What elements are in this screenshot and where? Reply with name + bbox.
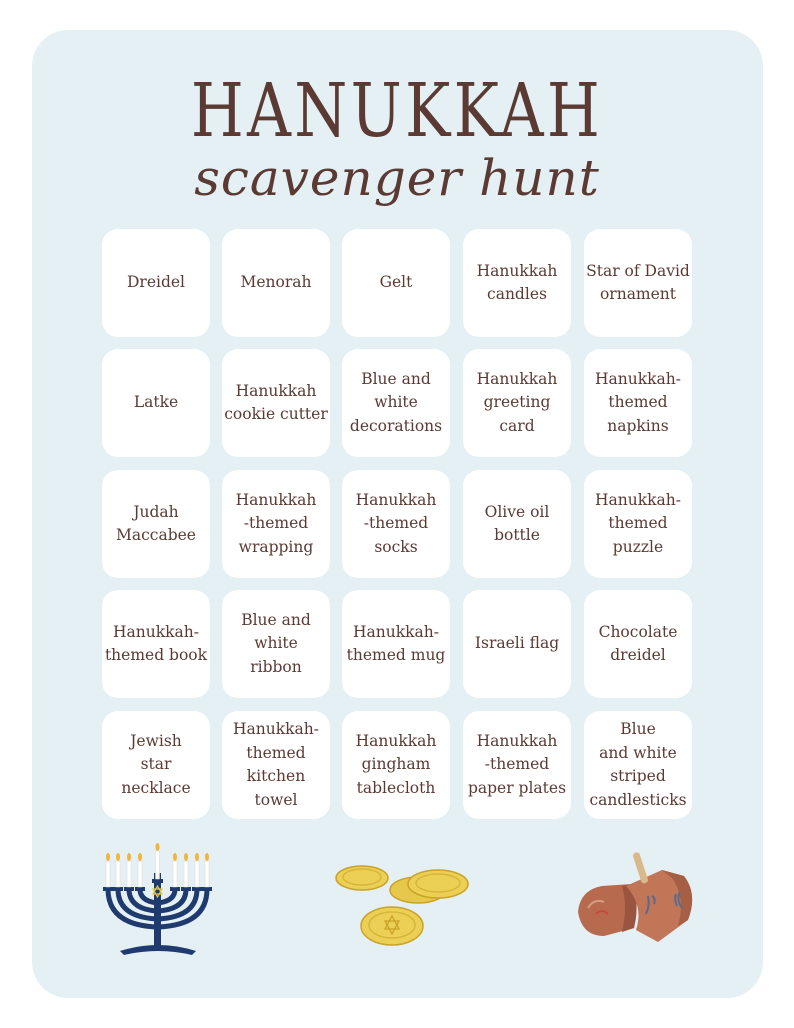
hunt-item-cell — [342, 349, 450, 457]
hunt-item-label: Hanukkah gingham tablecloth — [355, 731, 437, 797]
hunt-item-label: Blue and white striped candlesticks — [589, 720, 687, 809]
hunt-item-cell — [584, 590, 692, 698]
hunt-item-label: Star of David ornament — [586, 261, 690, 303]
hunt-item-cell — [342, 711, 450, 819]
hunt-item-cell — [342, 590, 450, 698]
hunt-item-cell — [102, 229, 210, 337]
hunt-item-cell — [463, 470, 571, 578]
hunt-item-label: Hanukkah -themed wrapping — [235, 490, 317, 556]
hunt-item-label: Hanukkah- themed napkins — [595, 369, 681, 435]
hunt-item-label: Hanukkah greeting card — [476, 369, 558, 435]
page-title: HANUKKAH — [190, 68, 604, 154]
hunt-item-cell — [102, 470, 210, 578]
hunt-item-cell — [463, 349, 571, 457]
hunt-item-cell — [342, 470, 450, 578]
hunt-item-cell — [222, 590, 330, 698]
hunt-item-label: Hanukkah- themed puzzle — [595, 490, 681, 556]
hunt-item-cell — [584, 470, 692, 578]
dreidel-icon — [574, 850, 702, 950]
hunt-item-cell — [222, 229, 330, 337]
hunt-item-label: Hanukkah- themed kitchen towel — [233, 720, 319, 809]
hunt-item-label: Israeli flag — [474, 634, 560, 653]
hunt-item-label: Hanukkah- themed mug — [346, 622, 446, 664]
hunt-item-label: Blue and white decorations — [349, 369, 443, 435]
hunt-item-cell — [463, 590, 571, 698]
hunt-item-label: Menorah — [240, 273, 312, 292]
hunt-item-cell — [102, 590, 210, 698]
hunt-item-cell — [584, 349, 692, 457]
page-subtitle: scavenger hunt — [194, 149, 600, 207]
hunt-item-cell — [102, 349, 210, 457]
hunt-item-label: Latke — [133, 393, 179, 412]
hunt-item-label: Judah Maccabee — [116, 502, 196, 544]
hunt-item-label: Jewish star necklace — [121, 731, 191, 797]
hunt-item-cell — [342, 229, 450, 337]
hunt-item-label: Hanukkah -themed paper plates — [467, 731, 567, 797]
hunt-item-label: Blue and white ribbon — [241, 610, 311, 676]
hunt-item-label: Dreidel — [126, 273, 186, 292]
hunt-item-cell — [222, 349, 330, 457]
hunt-item-label: Hanukkah -themed socks — [355, 490, 437, 556]
menorah-icon — [100, 843, 216, 959]
hunt-item-label: Gelt — [379, 273, 413, 292]
hunt-item-label: Hanukkah- themed book — [104, 622, 208, 664]
hunt-item-cell — [222, 711, 330, 819]
hunt-item-cell — [463, 229, 571, 337]
hunt-item-label: Chocolate dreidel — [598, 622, 678, 664]
hunt-item-cell — [102, 711, 210, 819]
hunt-item-label: Olive oil bottle — [484, 502, 550, 544]
hunt-item-cell — [222, 470, 330, 578]
hunt-item-cell — [584, 711, 692, 819]
hunt-item-label: Hanukkah candles — [476, 261, 558, 303]
hunt-item-label: Hanukkah cookie cutter — [224, 381, 328, 423]
hunt-item-cell — [584, 229, 692, 337]
hunt-item-cell — [463, 711, 571, 819]
gelt-coins-icon — [332, 860, 474, 952]
